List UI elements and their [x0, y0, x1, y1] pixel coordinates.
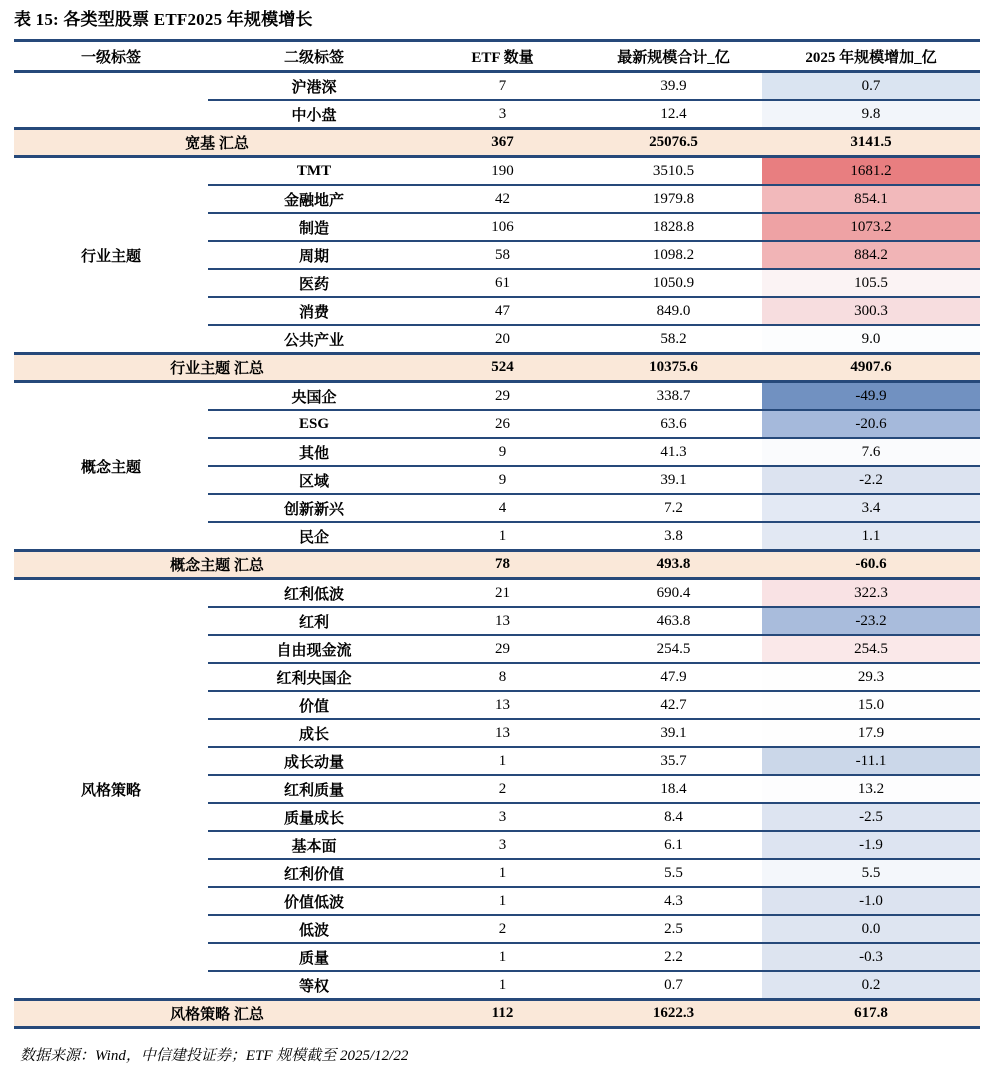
section-rows — [208, 580, 980, 998]
cell-label: 医药 — [298, 276, 329, 293]
cell-label: ESG — [298, 415, 329, 432]
cell-latest-scale: 39.1 — [660, 724, 687, 741]
source-note: 数据来源：Wind，中信建投证券；ETF 规模截至 2025/12/22 — [20, 1048, 409, 1064]
cell-label: TMT — [296, 162, 332, 179]
cell-latest-scale: 2.2 — [664, 948, 683, 965]
cell-label: 等权 — [298, 978, 329, 995]
cell-latest-scale: 5.5 — [664, 864, 683, 881]
table-section — [14, 580, 980, 998]
cell-etf-count: 8 — [498, 668, 507, 685]
cell-2025-increase: 9.0 — [762, 326, 980, 352]
cell-label: 自由现金流 — [276, 642, 352, 659]
summary-2025-increase: 617.8 — [854, 1005, 888, 1021]
table-row — [208, 324, 980, 352]
group-label — [14, 73, 208, 127]
cell-label: 价值低波 — [283, 894, 344, 911]
table-row — [208, 73, 980, 99]
cell-label: 其他 — [298, 445, 329, 462]
cell-latest-scale: 39.9 — [660, 77, 687, 94]
cell-etf-count: 2 — [498, 780, 507, 797]
cell-etf-count: 1 — [498, 976, 507, 993]
cell-2025-increase: 884.2 — [762, 242, 980, 268]
cell-etf-count: 7 — [498, 77, 507, 94]
cell-label: 消费 — [298, 304, 329, 321]
summary-etf-count: 112 — [491, 1005, 514, 1021]
table-row — [208, 830, 980, 858]
cell-etf-count: 106 — [491, 218, 514, 235]
cell-latest-scale: 2.5 — [664, 920, 683, 937]
cell-2025-increase: 15.0 — [762, 692, 980, 718]
cell-latest-scale: 3.8 — [664, 527, 683, 544]
cell-2025-increase: -0.3 — [762, 944, 980, 970]
cell-latest-scale: 1979.8 — [652, 190, 695, 207]
table-row — [208, 606, 980, 634]
cell-latest-scale: 338.7 — [656, 387, 691, 404]
cell-etf-count: 21 — [495, 584, 510, 601]
cell-label: 中小盘 — [291, 107, 337, 124]
cell-2025-increase: -1.9 — [762, 832, 980, 858]
cell-latest-scale: 39.1 — [660, 471, 687, 488]
cell-latest-scale: 1050.9 — [652, 274, 695, 291]
table-row — [208, 634, 980, 662]
cell-latest-scale: 47.9 — [660, 668, 687, 685]
cell-etf-count: 29 — [495, 640, 510, 657]
cell-etf-count: 29 — [495, 387, 510, 404]
table-row — [208, 409, 980, 437]
cell-latest-scale: 41.3 — [660, 443, 687, 460]
summary-row — [14, 127, 980, 158]
cell-etf-count: 58 — [495, 246, 510, 263]
cell-label: 红利质量 — [283, 782, 344, 799]
cell-latest-scale: 42.7 — [660, 696, 687, 713]
cell-2025-increase: 105.5 — [762, 270, 980, 296]
cell-2025-increase: 3.4 — [762, 495, 980, 521]
cell-etf-count: 1 — [498, 864, 507, 881]
cell-latest-scale: 7.2 — [664, 499, 683, 516]
cell-latest-scale: 8.4 — [664, 808, 683, 825]
summary-etf-count: 367 — [491, 134, 514, 150]
cell-label: 周期 — [298, 248, 329, 265]
summary-label: 行业主题 汇总 — [170, 361, 264, 377]
cell-label: 基本面 — [291, 838, 337, 855]
cell-2025-increase: 300.3 — [762, 298, 980, 324]
table-row — [208, 184, 980, 212]
cell-etf-count: 13 — [495, 612, 510, 629]
cell-2025-increase: 1073.2 — [762, 214, 980, 240]
section-rows — [208, 158, 980, 352]
cell-etf-count: 4 — [498, 499, 507, 516]
table-section — [14, 383, 980, 549]
cell-etf-count: 3 — [498, 808, 507, 825]
cell-latest-scale: 18.4 — [660, 780, 687, 797]
cell-etf-count: 26 — [495, 415, 510, 432]
summary-label: 风格策略 汇总 — [170, 1007, 264, 1023]
cell-label: 区域 — [298, 473, 329, 490]
column-header-2025-increase: 2025 年规模增加_亿 — [805, 49, 937, 66]
cell-latest-scale: 0.7 — [664, 976, 683, 993]
cell-label: 质量成长 — [283, 810, 344, 827]
cell-2025-increase: -1.0 — [762, 888, 980, 914]
cell-label: 低波 — [298, 922, 329, 939]
table-row — [208, 662, 980, 690]
cell-latest-scale: 254.5 — [656, 640, 691, 657]
cell-etf-count: 9 — [498, 443, 507, 460]
cell-2025-increase: 17.9 — [762, 720, 980, 746]
cell-latest-scale: 58.2 — [660, 330, 687, 347]
table-row — [208, 437, 980, 465]
table-row — [208, 886, 980, 914]
cell-label: 成长 — [298, 726, 329, 743]
table-row — [208, 914, 980, 942]
cell-etf-count: 1 — [498, 948, 507, 965]
group-label: 行业主题 — [80, 248, 141, 265]
table-row — [208, 942, 980, 970]
summary-row — [14, 998, 980, 1029]
cell-label: 公共产业 — [283, 332, 344, 349]
cell-latest-scale: 849.0 — [656, 302, 691, 319]
table-row — [208, 858, 980, 886]
table-row — [208, 240, 980, 268]
cell-latest-scale: 63.6 — [660, 415, 687, 432]
cell-label: 质量 — [298, 950, 329, 967]
summary-label: 概念主题 汇总 — [170, 558, 264, 574]
cell-2025-increase: 0.0 — [762, 916, 980, 942]
cell-2025-increase: 254.5 — [762, 636, 980, 662]
cell-2025-increase: 1.1 — [762, 523, 980, 549]
cell-label: 制造 — [298, 220, 329, 237]
table-section — [14, 158, 980, 352]
cell-label: 沪港深 — [291, 79, 337, 96]
table-section — [14, 73, 980, 127]
cell-2025-increase: 854.1 — [762, 186, 980, 212]
cell-latest-scale: 3510.5 — [652, 162, 695, 179]
summary-latest-scale: 1622.3 — [652, 1005, 695, 1021]
section-rows — [208, 383, 980, 549]
cell-etf-count: 13 — [495, 696, 510, 713]
table-row — [208, 158, 980, 184]
cell-2025-increase: 0.2 — [762, 972, 980, 998]
table-row — [208, 493, 980, 521]
table-row — [208, 802, 980, 830]
cell-label: 红利低波 — [283, 586, 344, 603]
summary-label: 宽基 汇总 — [185, 136, 249, 152]
cell-2025-increase: -49.9 — [762, 383, 980, 409]
summary-latest-scale: 25076.5 — [649, 134, 698, 150]
cell-label: 民企 — [298, 529, 329, 546]
cell-etf-count: 1 — [498, 892, 507, 909]
summary-2025-increase: -60.6 — [855, 556, 887, 572]
cell-etf-count: 13 — [495, 724, 510, 741]
cell-etf-count: 9 — [498, 471, 507, 488]
cell-label: 成长动量 — [283, 754, 344, 771]
cell-2025-increase: 9.8 — [762, 101, 980, 127]
summary-etf-count: 524 — [491, 359, 514, 375]
table-header-row — [14, 39, 980, 73]
cell-label: 金融地产 — [283, 192, 344, 209]
summary-latest-scale: 493.8 — [656, 556, 691, 572]
cell-label: 央国企 — [291, 389, 337, 406]
cell-etf-count: 47 — [495, 302, 510, 319]
cell-etf-count: 42 — [495, 190, 510, 207]
group-label: 概念主题 — [80, 459, 141, 476]
cell-etf-count: 2 — [498, 920, 507, 937]
column-header-level1: 一级标签 — [80, 49, 141, 66]
cell-etf-count: 1 — [498, 752, 507, 769]
cell-latest-scale: 12.4 — [660, 105, 687, 122]
page-title: 表 15: 各类型股票 ETF2025 年规模增长 — [14, 10, 313, 29]
summary-2025-increase: 3141.5 — [850, 134, 892, 150]
group-label: 风格策略 — [80, 782, 141, 799]
column-header-etf-count: ETF 数量 — [471, 49, 534, 66]
table-row — [208, 580, 980, 606]
summary-latest-scale: 10375.6 — [649, 359, 698, 375]
table-row — [208, 690, 980, 718]
cell-label: 红利价值 — [283, 866, 344, 883]
cell-2025-increase: 29.3 — [762, 664, 980, 690]
section-rows — [208, 73, 980, 127]
table-row — [208, 268, 980, 296]
summary-row — [14, 352, 980, 383]
cell-latest-scale: 6.1 — [664, 836, 683, 853]
table-row — [208, 465, 980, 493]
cell-2025-increase: 322.3 — [762, 580, 980, 606]
column-header-latest-scale: 最新规模合计_亿 — [617, 49, 730, 66]
cell-etf-count: 1 — [498, 527, 507, 544]
cell-etf-count: 3 — [498, 836, 507, 853]
cell-latest-scale: 35.7 — [660, 752, 687, 769]
summary-2025-increase: 4907.6 — [850, 359, 892, 375]
table-row — [208, 521, 980, 549]
cell-2025-increase: 5.5 — [762, 860, 980, 886]
cell-2025-increase: 7.6 — [762, 439, 980, 465]
table-row — [208, 296, 980, 324]
summary-etf-count: 78 — [495, 556, 510, 572]
cell-2025-increase: -2.2 — [762, 467, 980, 493]
table-row — [208, 746, 980, 774]
cell-etf-count: 3 — [498, 105, 507, 122]
cell-etf-count: 190 — [491, 162, 514, 179]
table-row — [208, 212, 980, 240]
column-header-level2: 二级标签 — [283, 49, 344, 66]
cell-latest-scale: 463.8 — [656, 612, 691, 629]
cell-2025-increase: -2.5 — [762, 804, 980, 830]
cell-label: 红利 — [298, 614, 329, 631]
cell-etf-count: 61 — [495, 274, 510, 291]
cell-latest-scale: 4.3 — [664, 892, 683, 909]
cell-label: 创新新兴 — [283, 501, 344, 518]
cell-latest-scale: 690.4 — [656, 584, 691, 601]
cell-2025-increase: 1681.2 — [762, 158, 980, 184]
cell-2025-increase: 13.2 — [762, 776, 980, 802]
table-body — [14, 73, 980, 1029]
table-row — [208, 970, 980, 998]
table-row — [208, 383, 980, 409]
etf-growth-table — [14, 39, 980, 1029]
cell-2025-increase: 0.7 — [762, 73, 980, 99]
cell-2025-increase: -23.2 — [762, 608, 980, 634]
summary-row — [14, 549, 980, 580]
cell-2025-increase: -20.6 — [762, 411, 980, 437]
cell-latest-scale: 1098.2 — [652, 246, 695, 263]
cell-label: 红利央国企 — [276, 670, 352, 687]
cell-latest-scale: 1828.8 — [652, 218, 695, 235]
cell-label: 价值 — [298, 698, 329, 715]
cell-2025-increase: -11.1 — [762, 748, 980, 774]
cell-etf-count: 20 — [495, 330, 510, 347]
table-row — [208, 718, 980, 746]
table-row — [208, 774, 980, 802]
table-row — [208, 99, 980, 127]
